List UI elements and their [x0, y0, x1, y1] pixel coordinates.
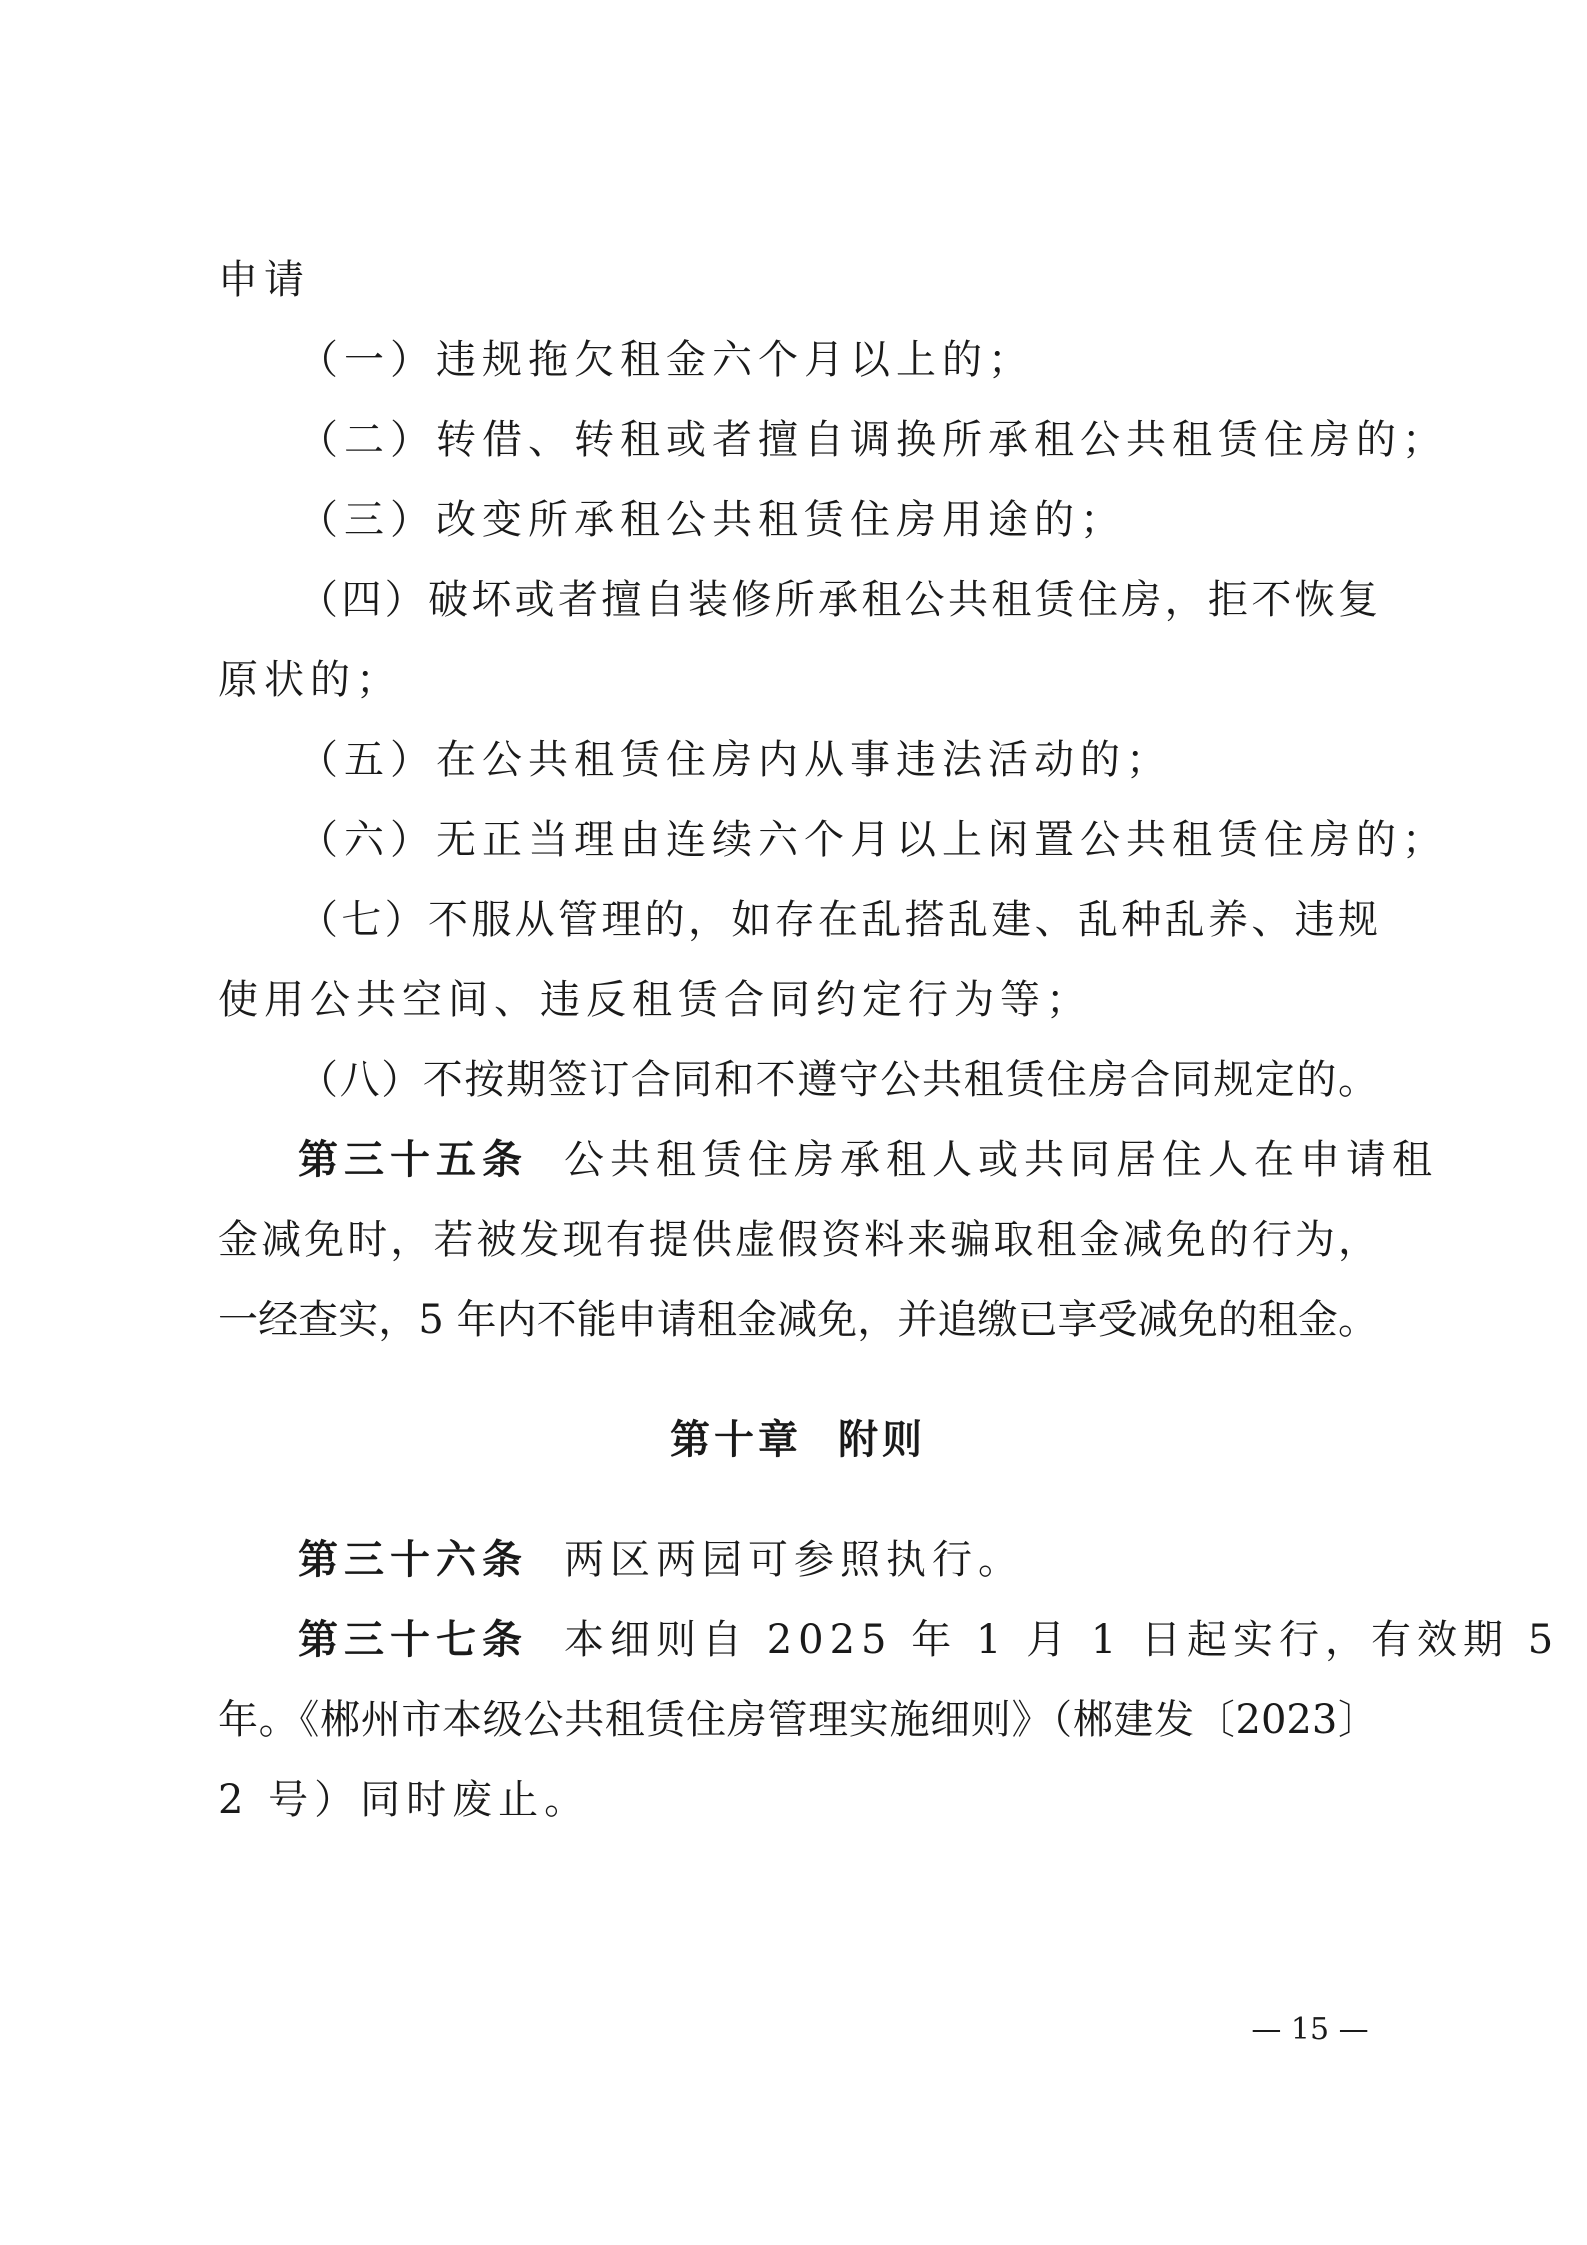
list-item-7: （七）不服从管理的，如存在乱搭乱建、乱种乱养、违规: [298, 897, 1378, 943]
article-35-heading: 第三十五条: [298, 1137, 528, 1183]
article-36: [298, 1520, 1378, 1600]
chapter-title: 附则: [838, 1417, 926, 1463]
article-37-line-1: [298, 1600, 1560, 1680]
article-35-text: 公共租赁住房承租人或共同居住人在申请租: [564, 1137, 1438, 1183]
page-number: — 15 —: [1251, 2012, 1369, 2047]
article-35-line-3: 一经查实，5 年内不能申请租金减免，并追缴已享受减免的租金。: [218, 1297, 1378, 1343]
list-item-1: （一）违规拖欠租金六个月以上的；: [298, 337, 1034, 383]
article-35-line-2: 金减免时，若被发现有提供虚假资料来骗取租金减免的行为，: [218, 1217, 1378, 1263]
list-item-4: （四）破坏或者擅自装修所承租公共租赁住房，拒不恢复: [298, 577, 1378, 623]
list-item-2: （二）转借、转租或者擅自调换所承租公共租赁住房的；: [298, 417, 1448, 463]
article-36-text: 两区两园可参照执行。: [564, 1537, 1024, 1583]
list-item-7-continued: 使用公共空间、违反租赁合同约定行为等；: [218, 977, 1092, 1023]
list-item-3: （三）改变所承租公共租赁住房用途的；: [298, 497, 1126, 543]
text-line: 申请: [218, 257, 310, 303]
article-37-line-2: 年。《郴州市本级公共租赁住房管理实施细则》（郴建发〔2023〕: [218, 1697, 1378, 1743]
list-item-6: （六）无正当理由连续六个月以上闲置公共租赁住房的；: [298, 817, 1448, 863]
list-item-8: （八）不按期签订合同和不遵守公共租赁住房合同规定的。: [298, 1057, 1378, 1103]
article-37-text: 本细则自 2025 年 1 月 1 日起实行，有效期 5: [564, 1617, 1560, 1663]
list-item-4-continued: 原状的；: [218, 657, 402, 703]
article-37-heading: 第三十七条: [298, 1617, 528, 1663]
list-item-5: （五）在公共租赁住房内从事违法活动的；: [298, 737, 1172, 783]
chapter-number: 第十章: [670, 1417, 802, 1463]
article-37-line-3: 2 号）同时废止。: [218, 1777, 591, 1823]
article-35-line-1: [298, 1120, 1438, 1200]
article-36-heading: 第三十六条: [298, 1537, 528, 1583]
chapter-heading: [218, 1400, 1378, 1480]
